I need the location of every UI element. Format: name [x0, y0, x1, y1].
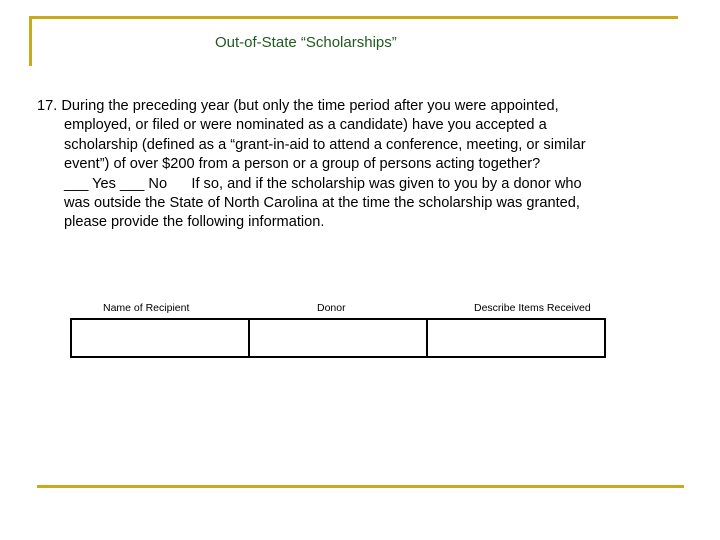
scholarship-table	[70, 318, 606, 358]
bottom-frame-rule	[37, 485, 684, 488]
left-frame-rule	[29, 16, 32, 66]
question-line: scholarship (defined as a “grant-in-aid to attend a conference, meeting, or similar	[64, 136, 586, 153]
question-line: please provide the following information.	[64, 214, 325, 231]
column-header-donor: Donor	[317, 302, 346, 314]
question-line: 17. During the preceding year (but only the time period after you were appointed,	[37, 98, 559, 114]
items-received-cell[interactable]	[426, 320, 604, 356]
column-header-items-received: Describe Items Received	[474, 302, 591, 314]
recipient-cell[interactable]	[72, 320, 248, 356]
column-header-recipient: Name of Recipient	[103, 302, 190, 314]
question-line: event”) of over $200 from a person or a group of persons acting together?	[64, 156, 541, 173]
top-frame-rule	[29, 16, 678, 19]
yes-no-answer-line: ___ Yes ___ No If so, and if the scholarship was given to you by a donor who	[64, 175, 582, 192]
question-line: was outside the State of North Carolina at the time the scholarship was granted,	[64, 195, 580, 212]
question-line: employed, or filed or were nominated as a candidate) have you accepted a	[64, 117, 547, 134]
question-17	[37, 97, 697, 233]
page-title: Out-of-State “Scholarships”	[215, 34, 397, 51]
donor-cell[interactable]	[248, 320, 426, 356]
